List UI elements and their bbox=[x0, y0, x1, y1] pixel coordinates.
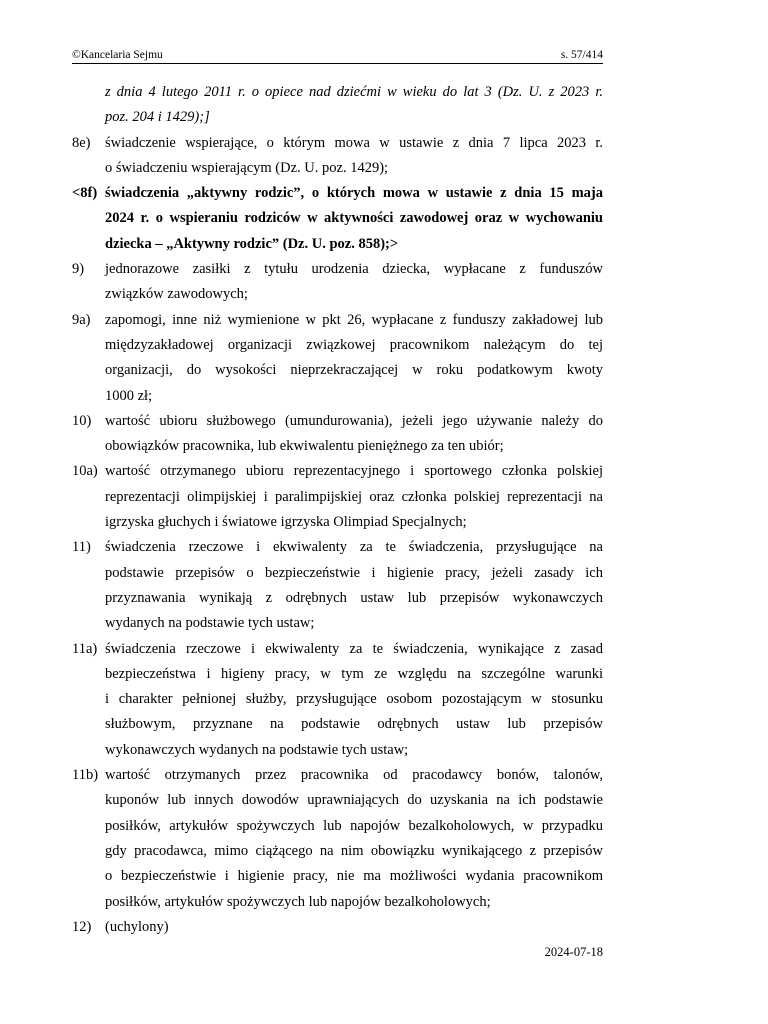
text-line bbox=[72, 637, 603, 662]
list-item bbox=[72, 459, 603, 535]
item-text: świadczenia rzeczowe i ekwiwalenty za te świadczenia, wynikające z zasad bbox=[105, 640, 603, 657]
header-publisher: ©Kancelaria Sejmu bbox=[72, 49, 163, 61]
text-line bbox=[72, 156, 603, 181]
item-number: 10) bbox=[72, 412, 92, 429]
text-line bbox=[72, 839, 603, 864]
item-text: wartość ubioru służbowego (umundurowania), jeżeli jego używanie należy do bbox=[105, 412, 603, 429]
list-item bbox=[72, 763, 603, 915]
text-line bbox=[72, 434, 603, 459]
text-line bbox=[72, 206, 603, 231]
item-text: świadczenia rzeczowe i ekwiwalenty za te świadczenia, przysługujące na bbox=[105, 539, 603, 556]
text-line bbox=[72, 80, 603, 105]
item-text: posiłków, artykułów spożywczych lub napojów bezalkoholowych; bbox=[105, 893, 491, 910]
item-number: 9) bbox=[72, 261, 85, 278]
list-item bbox=[72, 131, 603, 182]
text-line bbox=[72, 409, 603, 434]
text-line bbox=[72, 611, 603, 636]
text-line bbox=[72, 459, 603, 484]
item-text: obowiązków pracownika, lub ekwiwalentu pieniężnego za ten ubiór; bbox=[105, 438, 504, 455]
item-text: reprezentacji olimpijskiej i paralimpijskiej oraz członka polskiej reprezentacji na bbox=[105, 488, 603, 505]
text-line bbox=[72, 890, 603, 915]
text-line bbox=[72, 687, 603, 712]
text-line bbox=[72, 485, 603, 510]
text-line bbox=[72, 232, 603, 257]
item-text: wartość otrzymanego ubioru reprezentacyjnego i sportowego członka polskiej bbox=[105, 463, 603, 480]
text-line bbox=[72, 510, 603, 535]
item-text: i charakter pełnionej służby, przysługujące osobom pozostającym w stosunku bbox=[105, 691, 603, 708]
item-text: międzyzakładowej organizacji związkowej pracownikom należącym do tej bbox=[105, 336, 603, 353]
text-line bbox=[72, 105, 603, 130]
item-text: o świadczeniu wspierającym (Dz. U. poz. 1429); bbox=[105, 159, 389, 176]
item-text: 2024 r. o wspieraniu rodziców w aktywności zawodowej oraz w wychowaniu bbox=[105, 210, 603, 227]
page-header bbox=[72, 47, 603, 64]
item-number: 10a) bbox=[72, 463, 98, 480]
header-page-number: s. 57/414 bbox=[560, 49, 603, 61]
item-text: igrzyska głuchych i światowe igrzyska Olimpiad Specjalnych; bbox=[105, 514, 467, 531]
item-text: kuponów lub innych dowodów uprawniających do uzyskania na ich podstawie bbox=[105, 792, 603, 809]
item-number: 11) bbox=[72, 539, 91, 556]
list-item bbox=[72, 535, 603, 636]
item-text: 1000 zł; bbox=[105, 387, 153, 404]
item-number: 11b) bbox=[72, 767, 99, 784]
item-text: świadczenie wspierające, o którym mowa w ustawie z dnia 7 lipca 2023 r. bbox=[105, 134, 603, 151]
item-text: wartość otrzymanych przez pracownika od pracodawcy bonów, talonów, bbox=[105, 767, 603, 784]
item-text: podstawie przepisów o bezpieczeństwie i higienie pracy, jeżeli zasady ich bbox=[105, 564, 603, 581]
text-line bbox=[72, 788, 603, 813]
item-number: 9a) bbox=[72, 311, 91, 328]
text-line bbox=[72, 333, 603, 358]
item-text: bezpieczeństwa i higieny pracy, w tym ze względu na szczególne warunki bbox=[105, 665, 603, 682]
text-line bbox=[72, 308, 603, 333]
item-text: o bezpieczeństwie i higienie pracy, nie ma możliwości wydania pracownikom bbox=[105, 868, 603, 885]
list-item bbox=[72, 308, 603, 409]
list-item bbox=[72, 637, 603, 763]
item-text: z dnia 4 lutego 2011 r. o opiece nad dziećmi w wieku do lat 3 (Dz. U. z 2023 r. bbox=[105, 84, 603, 100]
text-line bbox=[72, 561, 603, 586]
text-line bbox=[72, 915, 603, 940]
item-number: 8e) bbox=[72, 134, 91, 151]
text-line bbox=[72, 712, 603, 737]
text-line bbox=[72, 181, 603, 206]
text-line bbox=[72, 257, 603, 282]
item-text: organizacji, do wysokości nieprzekraczającej w roku podatkowym kwoty bbox=[105, 362, 603, 379]
text-line bbox=[72, 535, 603, 560]
text-line bbox=[72, 131, 603, 156]
item-text: przyznawania wynikają z odrębnych ustaw lub przepisów wykonawczych bbox=[105, 589, 603, 606]
item-text: poz. 204 i 1429);] bbox=[105, 109, 210, 126]
item-text: posiłków, artykułów spożywczych lub napojów bezalkoholowych, w przypadku bbox=[105, 817, 603, 834]
text-line bbox=[72, 384, 603, 409]
item-text: służbowym, przyznane na podstawie odrębnych ustaw lub przepisów bbox=[105, 716, 603, 733]
text-line bbox=[72, 814, 603, 839]
item-text: jednorazowe zasiłki z tytułu urodzenia dziecka, wypłacane z funduszów bbox=[105, 261, 603, 278]
item-number: <8f) bbox=[72, 185, 98, 202]
list-item bbox=[72, 257, 603, 308]
text-line bbox=[72, 586, 603, 611]
item-text: (uchylony) bbox=[105, 918, 169, 935]
item-text: świadczenia „aktywny rodzic”, o których mowa w ustawie z dnia 15 maja bbox=[105, 185, 603, 202]
text-line bbox=[72, 662, 603, 687]
item-text: wykonawczych wydanych na podstawie tych ustaw; bbox=[105, 741, 409, 758]
list-item bbox=[72, 80, 603, 131]
item-text: wydanych na podstawie tych ustaw; bbox=[105, 615, 315, 632]
item-text: dziecka – „Aktywny rodzic” (Dz. U. poz. 858);> bbox=[105, 235, 399, 252]
item-text: gdy pracodawca, mimo ciążącego na nim obowiązku wynikającego z przepisów bbox=[105, 842, 603, 859]
list-item bbox=[72, 181, 603, 257]
item-number: 12) bbox=[72, 918, 92, 935]
text-line bbox=[72, 282, 603, 307]
item-text: związków zawodowych; bbox=[105, 286, 248, 303]
text-line bbox=[72, 864, 603, 889]
item-text: zapomogi, inne niż wymienione w pkt 26, wypłacane z funduszy zakładowej lub bbox=[105, 311, 603, 328]
footer-date: 2024-07-18 bbox=[544, 945, 603, 959]
list-item bbox=[72, 409, 603, 460]
text-line bbox=[72, 358, 603, 383]
text-line bbox=[72, 738, 603, 763]
item-number: 11a) bbox=[72, 640, 98, 657]
document-body bbox=[72, 80, 603, 940]
text-line bbox=[72, 763, 603, 788]
list-item bbox=[72, 915, 603, 940]
